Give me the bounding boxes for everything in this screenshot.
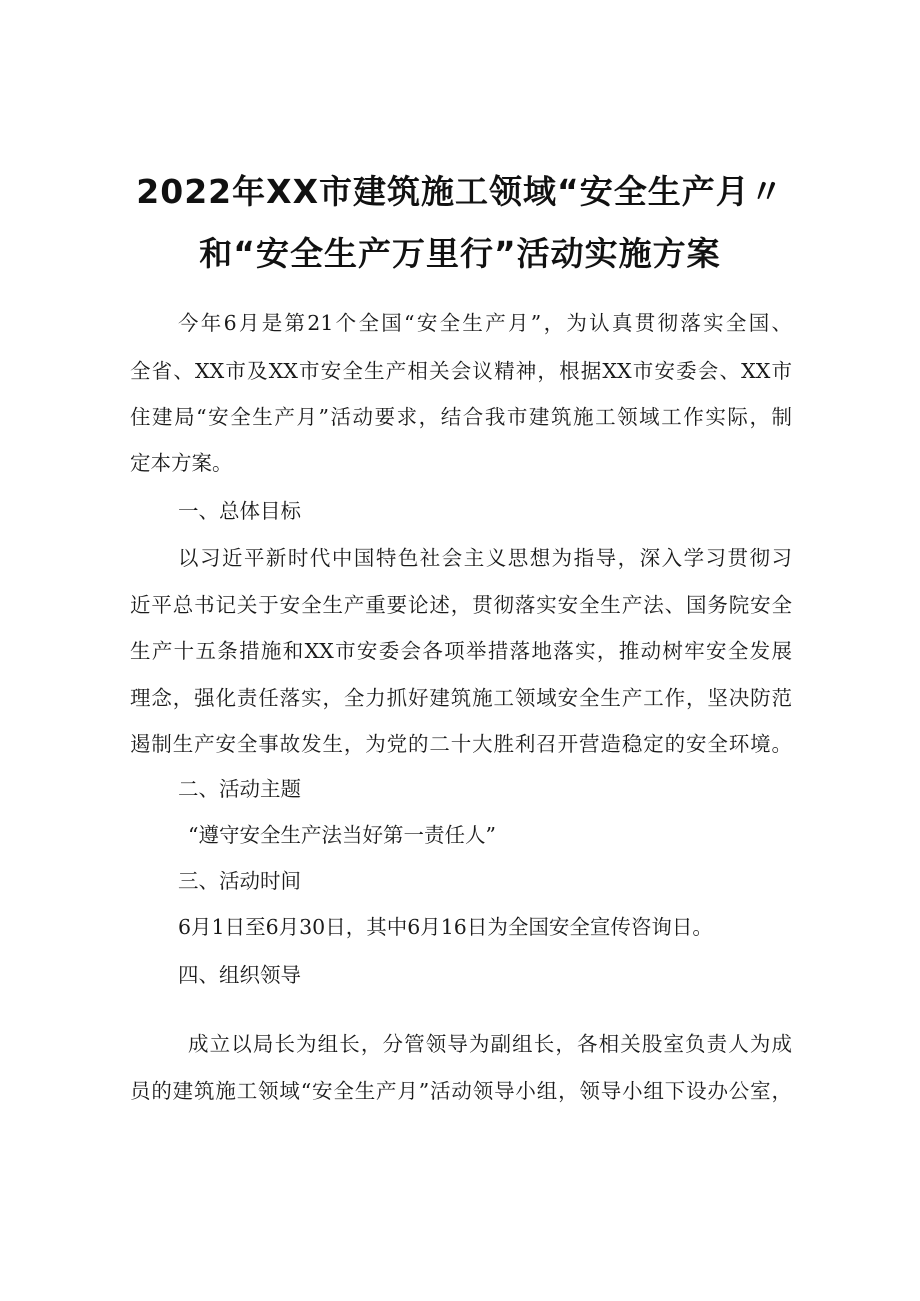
leadership-line-2: 员的建筑施工领域“安全生产月”活动领导小组，领导小组下设办公室， <box>130 1079 792 1103</box>
goal-line-5: 遏制生产安全事故发生，为党的二十大胜利召开营造稳定的安全环境。 <box>130 732 792 756</box>
leadership-line-1: 成立以局长为组长，分管领导为副组长，各相关股室负责人为成 <box>188 1032 792 1056</box>
document-title-line-1: 2022年XX市建筑施工领域“安全生产月〃 <box>136 172 784 211</box>
intro-line-2: 全省、XX市及XX市安全生产相关会议精神，根据XX市安委会、XX市 <box>130 359 792 383</box>
document-title-line-2: 和“安全生产万里行”活动实施方案 <box>199 234 721 273</box>
goal-line-4: 理念，强化责任落实，全力抓好建筑施工领域安全生产工作，坚决防范 <box>130 686 792 710</box>
intro-line-4: 定本方案。 <box>130 451 233 475</box>
theme-text: “遵守安全生产法当好第一责任人” <box>188 823 496 847</box>
goal-line-1: 以习近平新时代中国特色社会主义思想为指导，深入学习贯彻习 <box>178 546 792 570</box>
section-heading-goal: 一、总体目标 <box>178 499 301 523</box>
section-heading-time: 三、活动时间 <box>178 869 301 893</box>
goal-line-3: 生产十五条措施和XX市安委会各项举措落地落实，推动树牢安全发展 <box>130 639 792 663</box>
goal-line-2: 近平总书记关于安全生产重要论述，贯彻落实安全生产法、国务院安全 <box>130 593 792 617</box>
intro-line-3: 住建局“安全生产月”活动要求，结合我市建筑施工领域工作实际，制 <box>130 405 792 429</box>
section-heading-leadership: 四、组织领导 <box>178 963 301 987</box>
section-heading-theme: 二、活动主题 <box>178 777 301 801</box>
time-text: 6月1日至6月30日，其中6月16日为全国安全宣传咨询日。 <box>178 915 713 939</box>
intro-line-1: 今年6月是第21个全国“安全生产月”，为认真贯彻落实全国、 <box>178 311 792 335</box>
